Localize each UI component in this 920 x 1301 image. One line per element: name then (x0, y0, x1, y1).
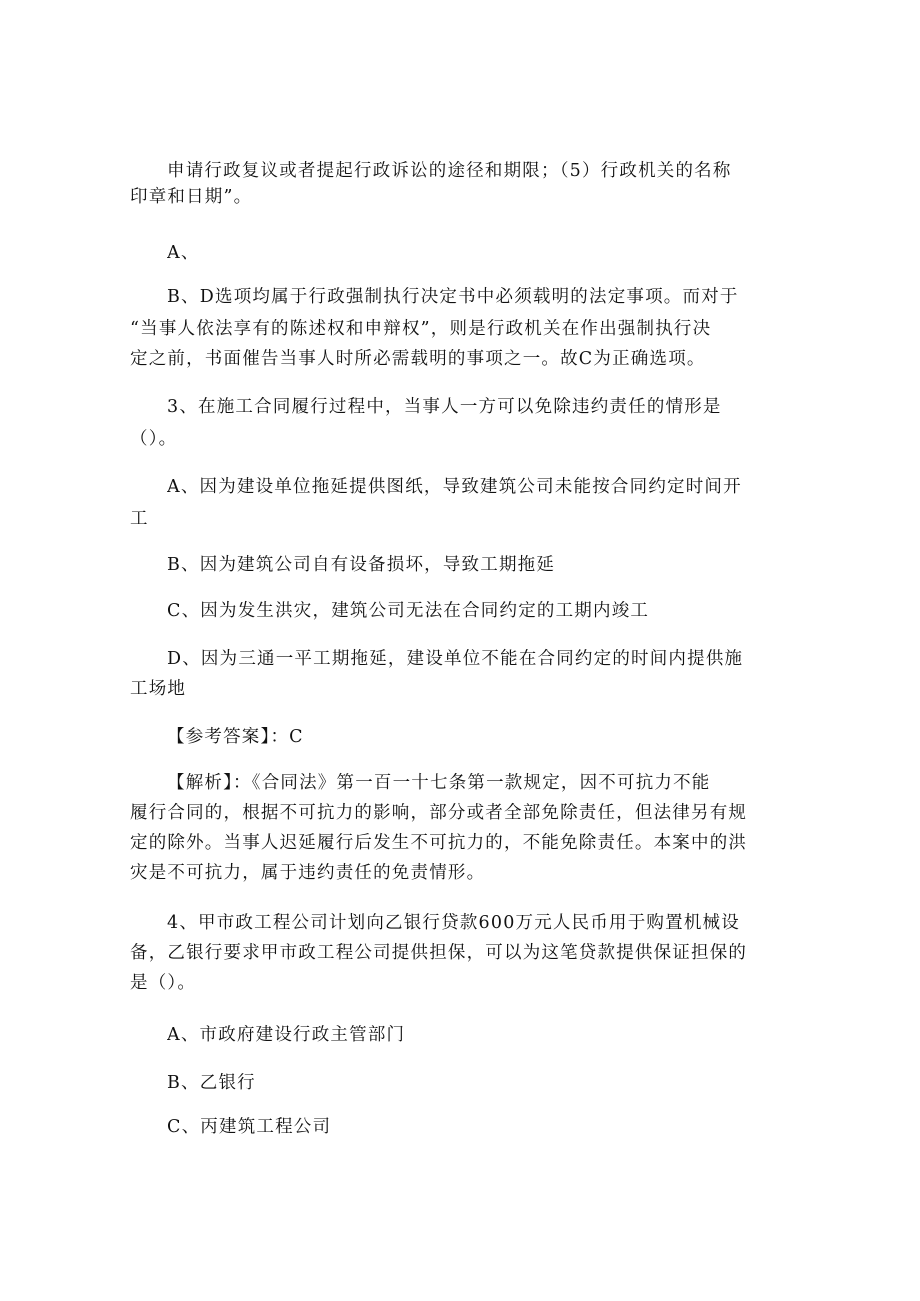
text-line: （）。 (130, 429, 178, 449)
text-line: 灾是不可抗力，属于违约责任的免责情形。 (130, 863, 486, 883)
text-line: 是（）。 (130, 973, 197, 993)
question-4: 4、甲市政工程公司计划向乙银行贷款600万元人民币用于购置机械设 (167, 913, 740, 933)
analysis: 【解析】：《合同法》第一百一十七条第一款规定，因不可抗力不能 (167, 773, 711, 793)
option-d: D、因为三通一平工期拖延，建设单位不能在合同约定的时间内提供施 (167, 649, 744, 669)
question-3: 3、在施工合同履行过程中，当事人一方可以免除违约责任的情形是 (167, 397, 722, 417)
text-line: 定的除外。当事人迟延履行后发生不可抗力的，不能免除责任。本案中的洪 (130, 833, 748, 853)
option-a: A、因为建设单位拖延提供图纸，导致建筑公司未能按合同约定时间开 (167, 477, 742, 497)
option-a: A、市政府建设行政主管部门 (167, 1025, 406, 1045)
text-line: 工场地 (130, 679, 187, 699)
text-line: A、 (167, 243, 200, 263)
text-line: “当事人依法享有的陈述权和申辩权”，则是行政机关在作出强制执行决 (130, 319, 712, 339)
option-b: B、乙银行 (167, 1073, 256, 1093)
text-line: 履行合同的，根据不可抗力的影响，部分或者全部免除责任，但法律另有规 (130, 803, 748, 823)
text-line: 定之前，书面催告当事人时所必需载明的事项之一。故C为正确选项。 (130, 349, 706, 369)
reference-answer: 【参考答案】：C (167, 727, 304, 747)
text-line: 印章和日期”。 (130, 187, 253, 207)
option-b: B、因为建筑公司自有设备损坏，导致工期拖延 (167, 555, 556, 575)
text-line: 工 (130, 509, 149, 529)
text-line: 备，乙银行要求甲市政工程公司提供担保，可以为这笔贷款提供保证担保的 (130, 943, 748, 963)
option-c: C、因为发生洪灾，建筑公司无法在合同约定的工期内竣工 (167, 601, 650, 621)
text-line: 申请行政复议或者提起行政诉讼的途径和期限；（5）行政机关的名称 (167, 161, 732, 181)
option-c: C、丙建筑工程公司 (167, 1117, 332, 1137)
text-line: B、D选项均属于行政强制执行决定书中必须载明的法定事项。而对于 (167, 287, 739, 307)
